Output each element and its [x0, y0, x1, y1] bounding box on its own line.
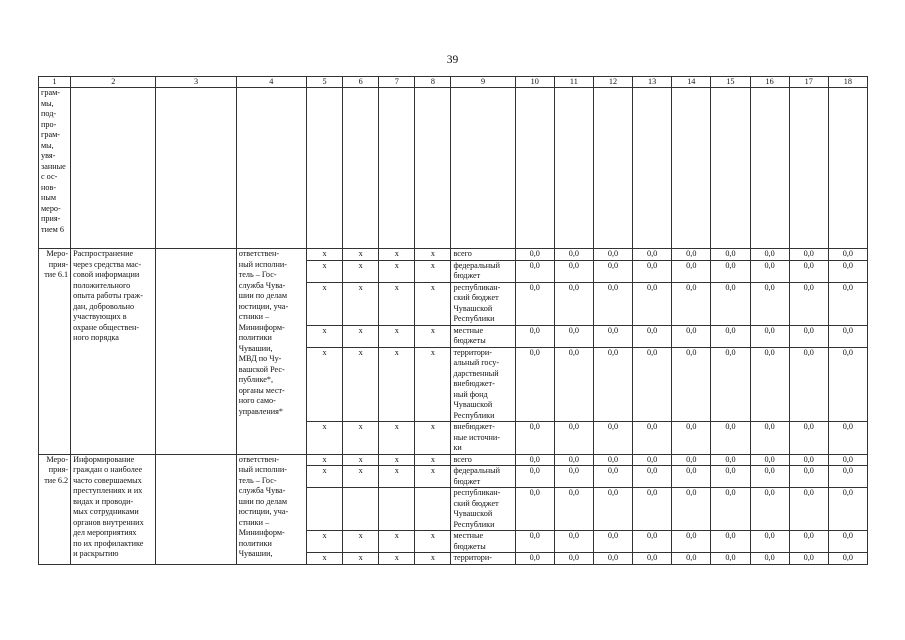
- column-number: 5: [306, 77, 342, 88]
- value-cell: 0,0: [672, 260, 711, 282]
- code-cell: x: [415, 347, 451, 422]
- code-cell: x: [306, 260, 342, 282]
- empty-cell: [379, 88, 415, 249]
- funding-source: федеральный бюджет: [451, 466, 515, 488]
- value-cell: 0,0: [750, 422, 789, 455]
- empty-cell: [343, 88, 379, 249]
- value-cell: 0,0: [554, 249, 593, 261]
- empty-cell: [672, 88, 711, 249]
- value-cell: 0,0: [633, 282, 672, 325]
- empty-cell: [554, 88, 593, 249]
- value-cell: 0,0: [515, 422, 554, 455]
- value-cell: 0,0: [593, 454, 632, 466]
- code-cell: x: [415, 454, 451, 466]
- value-cell: 0,0: [750, 260, 789, 282]
- activity-name: Информирование граждан о наиболее часто совершаемых преступлениях и их видах и проводи- мых сотрудниками органов внутренних дел мероприятиях по их профилактике и раскрытию: [71, 454, 156, 564]
- value-cell: 0,0: [672, 531, 711, 553]
- column-number: 15: [711, 77, 750, 88]
- value-cell: 0,0: [515, 260, 554, 282]
- code-cell: x: [379, 553, 415, 565]
- code-cell: x: [343, 531, 379, 553]
- code-cell: x: [343, 347, 379, 422]
- value-cell: 0,0: [554, 347, 593, 422]
- code-cell: x: [415, 531, 451, 553]
- value-cell: 0,0: [593, 488, 632, 531]
- code-cell: x: [379, 454, 415, 466]
- code-cell: [306, 488, 342, 531]
- value-cell: 0,0: [515, 454, 554, 466]
- code-cell: x: [306, 249, 342, 261]
- code-cell: x: [343, 325, 379, 347]
- value-cell: 0,0: [789, 282, 828, 325]
- funding-source: территори-: [451, 553, 515, 565]
- value-cell: 0,0: [750, 466, 789, 488]
- value-cell: 0,0: [711, 422, 750, 455]
- activity-label: Меро- прия- тие 6.1: [39, 249, 71, 455]
- code-cell: x: [343, 260, 379, 282]
- value-cell: 0,0: [515, 325, 554, 347]
- value-cell: 0,0: [554, 531, 593, 553]
- funding-source: внебюджет- ные источни- ки: [451, 422, 515, 455]
- funding-source: местные бюджеты: [451, 531, 515, 553]
- continuation-cell: грам- мы, под- про- грам- мы, увя- занные с ос- нов- ным меро- прия- тием 6: [39, 88, 71, 249]
- continuation-row: [39, 88, 868, 249]
- value-cell: 0,0: [789, 347, 828, 422]
- empty-cell: [71, 88, 156, 249]
- code-cell: x: [306, 466, 342, 488]
- value-cell: 0,0: [828, 325, 867, 347]
- empty-cell: [415, 88, 451, 249]
- value-cell: 0,0: [711, 282, 750, 325]
- code-cell: x: [306, 553, 342, 565]
- value-cell: 0,0: [633, 488, 672, 531]
- code-cell: x: [415, 466, 451, 488]
- column-number: 1: [39, 77, 71, 88]
- value-cell: 0,0: [515, 249, 554, 261]
- value-cell: 0,0: [711, 531, 750, 553]
- value-cell: 0,0: [750, 531, 789, 553]
- code-cell: x: [379, 325, 415, 347]
- value-cell: 0,0: [711, 454, 750, 466]
- value-cell: 0,0: [828, 260, 867, 282]
- value-cell: 0,0: [711, 553, 750, 565]
- value-cell: 0,0: [515, 553, 554, 565]
- empty-cell: [156, 454, 236, 564]
- column-number: 16: [750, 77, 789, 88]
- value-cell: 0,0: [750, 282, 789, 325]
- empty-cell: [515, 88, 554, 249]
- value-cell: 0,0: [593, 422, 632, 455]
- value-cell: 0,0: [789, 488, 828, 531]
- column-number: 3: [156, 77, 236, 88]
- value-cell: 0,0: [828, 282, 867, 325]
- value-cell: 0,0: [789, 260, 828, 282]
- code-cell: x: [379, 249, 415, 261]
- value-cell: 0,0: [789, 422, 828, 455]
- value-cell: 0,0: [633, 466, 672, 488]
- code-cell: x: [379, 347, 415, 422]
- value-cell: 0,0: [633, 260, 672, 282]
- value-cell: 0,0: [711, 488, 750, 531]
- column-number: 6: [343, 77, 379, 88]
- code-cell: x: [415, 249, 451, 261]
- code-cell: x: [306, 422, 342, 455]
- value-cell: 0,0: [789, 531, 828, 553]
- value-cell: 0,0: [554, 488, 593, 531]
- value-cell: 0,0: [515, 282, 554, 325]
- code-cell: x: [306, 454, 342, 466]
- column-number: 13: [633, 77, 672, 88]
- value-cell: 0,0: [633, 454, 672, 466]
- funding-source: федеральный бюджет: [451, 260, 515, 282]
- funding-source: республикан- ский бюджет Чувашской Республики: [451, 488, 515, 531]
- value-cell: 0,0: [672, 422, 711, 455]
- value-cell: 0,0: [633, 249, 672, 261]
- code-cell: x: [343, 282, 379, 325]
- value-cell: 0,0: [554, 422, 593, 455]
- column-number: 4: [236, 77, 306, 88]
- code-cell: x: [343, 422, 379, 455]
- value-cell: 0,0: [593, 325, 632, 347]
- column-number: 8: [415, 77, 451, 88]
- value-cell: 0,0: [554, 553, 593, 565]
- value-cell: 0,0: [750, 325, 789, 347]
- value-cell: 0,0: [828, 249, 867, 261]
- value-cell: 0,0: [633, 553, 672, 565]
- table-row: [39, 249, 868, 261]
- value-cell: 0,0: [789, 249, 828, 261]
- column-number: 9: [451, 77, 515, 88]
- code-cell: [379, 488, 415, 531]
- code-cell: x: [415, 325, 451, 347]
- value-cell: 0,0: [828, 553, 867, 565]
- value-cell: 0,0: [789, 466, 828, 488]
- value-cell: 0,0: [828, 347, 867, 422]
- value-cell: 0,0: [711, 249, 750, 261]
- value-cell: 0,0: [515, 466, 554, 488]
- code-cell: x: [415, 553, 451, 565]
- value-cell: 0,0: [593, 260, 632, 282]
- value-cell: 0,0: [554, 454, 593, 466]
- value-cell: 0,0: [789, 325, 828, 347]
- value-cell: 0,0: [633, 325, 672, 347]
- code-cell: x: [343, 249, 379, 261]
- value-cell: 0,0: [711, 347, 750, 422]
- code-cell: x: [379, 422, 415, 455]
- value-cell: 0,0: [633, 422, 672, 455]
- code-cell: x: [306, 325, 342, 347]
- code-cell: x: [306, 282, 342, 325]
- empty-cell: [633, 88, 672, 249]
- column-number: 14: [672, 77, 711, 88]
- value-cell: 0,0: [554, 325, 593, 347]
- value-cell: 0,0: [593, 249, 632, 261]
- column-number: 10: [515, 77, 554, 88]
- funding-source: республикан- ский бюджет Чувашской Республики: [451, 282, 515, 325]
- value-cell: 0,0: [554, 260, 593, 282]
- empty-cell: [711, 88, 750, 249]
- value-cell: 0,0: [554, 282, 593, 325]
- column-number: 17: [789, 77, 828, 88]
- code-cell: [343, 488, 379, 531]
- budget-table: [38, 76, 868, 565]
- code-cell: x: [306, 531, 342, 553]
- value-cell: 0,0: [672, 488, 711, 531]
- code-cell: x: [379, 282, 415, 325]
- empty-cell: [156, 249, 236, 455]
- value-cell: 0,0: [672, 466, 711, 488]
- code-cell: x: [379, 531, 415, 553]
- code-cell: x: [415, 260, 451, 282]
- empty-cell: [306, 88, 342, 249]
- value-cell: 0,0: [789, 454, 828, 466]
- value-cell: 0,0: [593, 282, 632, 325]
- value-cell: 0,0: [515, 347, 554, 422]
- column-number: 2: [71, 77, 156, 88]
- table-row: [39, 454, 868, 466]
- column-number: 11: [554, 77, 593, 88]
- value-cell: 0,0: [711, 466, 750, 488]
- activity-executor: ответствен- ный исполни- тель – Гос- служба Чува- шии по делам юстиции, уча- стники – Мининформ- политики Чувашии,: [236, 454, 306, 564]
- value-cell: 0,0: [593, 347, 632, 422]
- code-cell: x: [379, 466, 415, 488]
- value-cell: 0,0: [672, 553, 711, 565]
- value-cell: 0,0: [789, 553, 828, 565]
- code-cell: x: [343, 466, 379, 488]
- value-cell: 0,0: [750, 249, 789, 261]
- code-cell: [415, 488, 451, 531]
- value-cell: 0,0: [593, 531, 632, 553]
- value-cell: 0,0: [711, 260, 750, 282]
- value-cell: 0,0: [633, 531, 672, 553]
- value-cell: 0,0: [828, 488, 867, 531]
- value-cell: 0,0: [750, 347, 789, 422]
- code-cell: x: [415, 422, 451, 455]
- code-cell: x: [306, 347, 342, 422]
- header-row: [39, 77, 868, 88]
- value-cell: 0,0: [672, 454, 711, 466]
- column-number: 12: [593, 77, 632, 88]
- column-number: 18: [828, 77, 867, 88]
- value-cell: 0,0: [593, 553, 632, 565]
- page-number: 39: [446, 54, 459, 66]
- empty-cell: [156, 88, 236, 249]
- empty-cell: [750, 88, 789, 249]
- activity-label: Меро- прия- тие 6.2: [39, 454, 71, 564]
- activity-executor: ответствен- ный исполни- тель – Гос- служба Чува- шии по делам юстиции, уча- стники – Мининформ- политики Чувашии, МВД по Чу- вашской Рес- публике*, органы мест- ного само- управления*: [236, 249, 306, 455]
- activity-name: Распространение через средства мас- совой информации положительного опыта работы граж- дан, добровольно участвующих в охране обществен- ного порядка: [71, 249, 156, 455]
- value-cell: 0,0: [593, 466, 632, 488]
- value-cell: 0,0: [828, 454, 867, 466]
- value-cell: 0,0: [515, 488, 554, 531]
- value-cell: 0,0: [515, 531, 554, 553]
- code-cell: x: [343, 553, 379, 565]
- empty-cell: [451, 88, 515, 249]
- value-cell: 0,0: [554, 466, 593, 488]
- value-cell: 0,0: [750, 454, 789, 466]
- value-cell: 0,0: [672, 325, 711, 347]
- column-number: 7: [379, 77, 415, 88]
- value-cell: 0,0: [633, 347, 672, 422]
- code-cell: x: [415, 282, 451, 325]
- empty-cell: [789, 88, 828, 249]
- value-cell: 0,0: [828, 531, 867, 553]
- value-cell: 0,0: [750, 553, 789, 565]
- value-cell: 0,0: [672, 249, 711, 261]
- value-cell: 0,0: [750, 488, 789, 531]
- value-cell: 0,0: [828, 466, 867, 488]
- value-cell: 0,0: [672, 347, 711, 422]
- value-cell: 0,0: [828, 422, 867, 455]
- funding-source: всего: [451, 454, 515, 466]
- empty-cell: [593, 88, 632, 249]
- funding-source: всего: [451, 249, 515, 261]
- code-cell: x: [343, 454, 379, 466]
- code-cell: x: [379, 260, 415, 282]
- funding-source: местные бюджеты: [451, 325, 515, 347]
- value-cell: 0,0: [672, 282, 711, 325]
- value-cell: 0,0: [711, 325, 750, 347]
- empty-cell: [828, 88, 867, 249]
- funding-source: территори- альный госу- дарственный внебюджет- ный фонд Чувашской Республики: [451, 347, 515, 422]
- empty-cell: [236, 88, 306, 249]
